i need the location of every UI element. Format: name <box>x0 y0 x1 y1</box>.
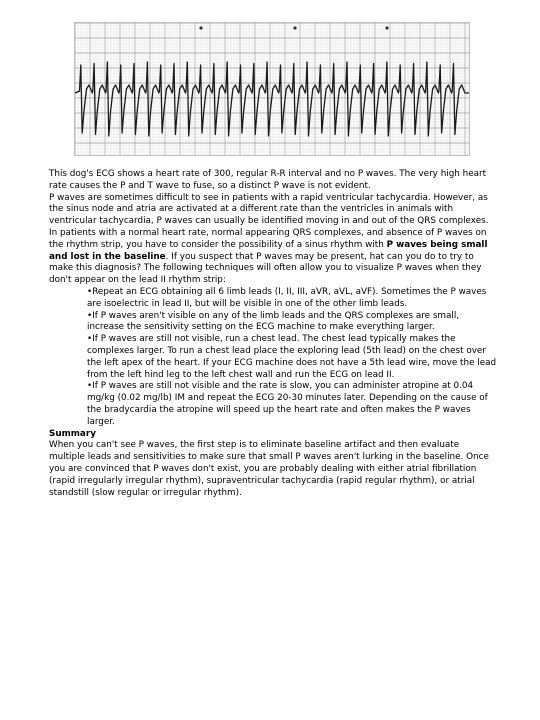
ecg-article-text <box>49 169 497 499</box>
paragraph-ventricular-tachycardia: P waves are sometimes difficult to see in patients with a rapid ventricular tachycardia. However, as the sinus node and atria are activated at a different rate than the ventricles in animals with ventricular tachycardia, P waves can usually be identified moving in and out of the QRS complexes. <box>49 192 489 227</box>
paragraph-normal-heart-rate <box>49 228 497 287</box>
time-mark <box>385 26 388 29</box>
ecg-tracing <box>75 23 469 155</box>
list-item: • Repeat an ECG obtaining all 6 limb leads (I, II, III, aVR, aVL, aVF). Sometimes the P waves are isoelectric in lead II, but will be visible in one of the other limb leads. <box>87 287 497 311</box>
paragraph-text: . If you suspect that P waves may be present, hat can you do to try to make this diagnosis? The following techniques will often allow you to visualize P waves when they don't appear on the lead II rhythm strip: <box>49 251 482 286</box>
list-item: • If P waves aren't visible on any of the limb leads and the QRS complexes are small, increase the sensitivity setting on the ECG machine to make everything larger. <box>87 311 497 335</box>
list-item: • If P waves are still not visible, run a chest lead. The chest lead typically makes the complexes larger. To run a chest lead place the exploring lead (5th lead) on the chest over the left apex of the heart. If your ECG machine does not have a 5th lead wire, move the lead from the left hind leg to the left chest wall and run the ECG on lead II. <box>87 334 497 381</box>
paragraph-heart-rate: This dog's ECG shows a heart rate of 300, regular R-R interval and no P waves. The very high heart rate causes the P and T wave to fuse, so a distinct P wave is not evident. <box>49 169 487 191</box>
summary-paragraph: When you can't see P waves, the first step is to eliminate baseline artifact and then evaluate multiple leads and sensitivities to make sure that small P waves aren't lurking in the baseline. Once you are convinced that P waves don't exist, you are probably dealing with either atrial fibrillation (rapid irregularly irregular rhythm), supraventricular tachycardia (rapid regular rhythm), or atrial standstill (slow regular or irregular rhythm). <box>49 440 489 498</box>
technique-list <box>49 287 497 429</box>
summary-heading: Summary <box>49 428 96 439</box>
time-mark <box>293 26 296 29</box>
time-mark <box>199 26 202 29</box>
bold-phrase: P waves being small and lost in the baseline <box>49 239 488 262</box>
ecg-strip-image <box>74 22 470 156</box>
paragraph-text: In patients with a normal heart rate, normal appearing QRS complexes, and absence of P waves on the rhythm strip, you have to consider the possibility of a sinus rhythm with <box>49 227 487 250</box>
list-item: • If P waves are still not visible and the rate is slow, you can administer atropine at 0.04 mg/kg (0.02 mg/lb) IM and repeat the ECG 20-30 minutes later. Depending on the cause of the bradycardia the atropine will speed up the heart rate and often makes the P waves larger. <box>87 381 497 428</box>
